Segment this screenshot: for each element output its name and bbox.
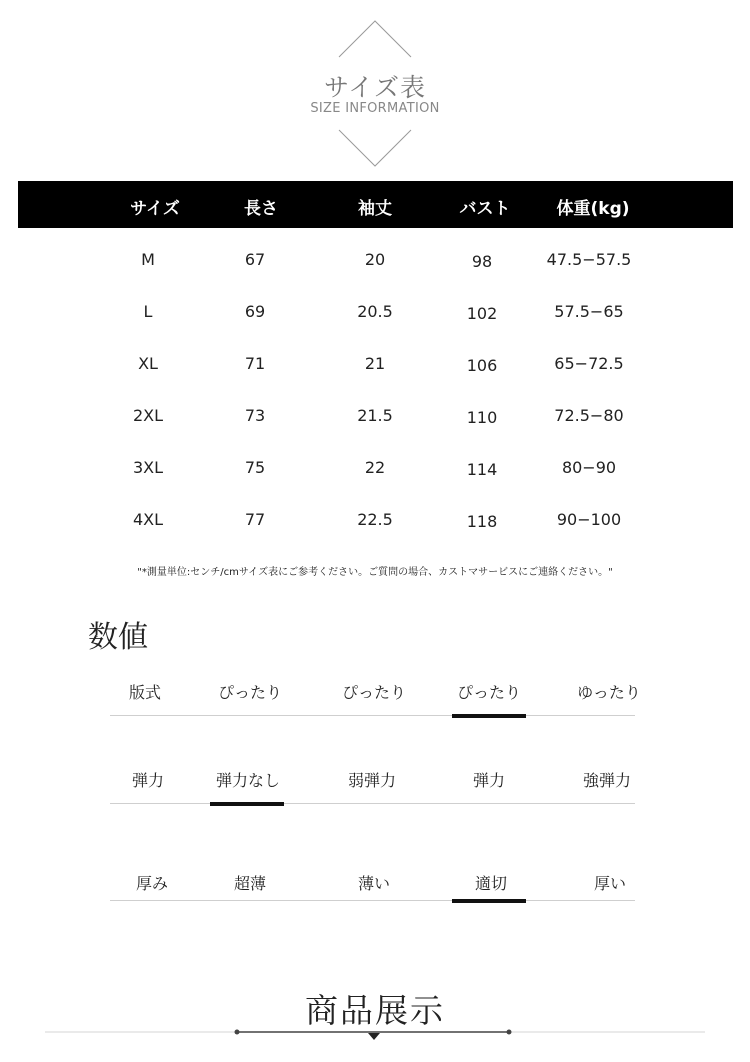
title-underline-ornament [0,1022,750,1046]
column-header-weight: 体重(kg) [556,199,630,219]
spec-option: ゆったり [577,683,641,702]
cell-sleeve: 22 [364,458,386,477]
cell-length: 69 [244,302,266,321]
spec-row-thickness [110,861,635,901]
cell-bust: 118 [466,512,498,531]
table-row [18,302,733,354]
cell-length: 71 [244,354,266,373]
spec-option: 強弾力 [582,771,632,790]
cell-weight: 90−100 [556,510,622,529]
spec-option: 弾力 [472,771,506,790]
cell-bust: 106 [466,356,498,375]
cell-sleeve: 21.5 [357,406,393,425]
table-row [18,510,733,562]
cell-size: XL [138,354,158,373]
cell-size: L [143,302,153,321]
cell-bust: 102 [466,304,498,323]
cell-weight: 57.5−65 [554,302,624,321]
cell-size: 4XL [132,510,164,529]
cell-weight: 47.5−57.5 [546,250,632,269]
spec-option-selected: 適切 [474,874,508,893]
cell-length: 73 [244,406,266,425]
cell-weight: 80−90 [561,458,617,477]
spec-option-selected: 弾力なし [215,771,281,790]
column-header-size: サイズ [130,199,180,219]
table-row [18,406,733,458]
spec-option: 超薄 [233,874,267,893]
cell-length: 67 [244,250,266,269]
spec-section-title: 数値 [88,620,148,655]
table-row [18,250,733,302]
selected-indicator [452,714,526,718]
cell-bust: 114 [466,460,498,479]
cell-size: 2XL [132,406,164,425]
cell-bust: 98 [471,252,493,271]
product-display-title: 商品展示 [305,991,445,1030]
spec-row-divider [110,803,635,804]
cell-length: 75 [244,458,266,477]
table-row [18,354,733,406]
size-header-ornament [0,0,750,175]
cell-size: 3XL [132,458,164,477]
spec-option: 薄い [357,874,391,893]
spec-option-selected: ぴったり [456,683,522,702]
cell-sleeve: 20.5 [357,302,393,321]
spec-row-fit [110,676,641,716]
selected-indicator [452,899,526,903]
spec-row-divider [110,900,635,901]
spec-row-divider [110,715,635,716]
column-header-length: 長さ [244,199,278,219]
size-table [18,181,733,531]
spec-label: 厚み [135,874,169,893]
spec-label: 弾力 [131,771,165,790]
spec-option: ぴったり [217,683,283,702]
selected-indicator [210,802,284,806]
size-chart-subtitle: SIZE INFORMATION [310,101,440,116]
size-chart-title: サイズ表 [323,73,426,102]
cell-length: 77 [244,510,266,529]
cell-size: M [141,250,155,269]
measurement-note: "*測量単位:センチ/cmサイズ表にご参考ください。ご質問の場合、カストマサービスにご連絡ください。" [137,567,613,578]
divider-arrow-icon [0,1022,750,1046]
cell-sleeve: 20 [364,250,386,269]
spec-option: 弱弾力 [347,771,397,790]
column-header-bust: バスト [459,199,511,219]
cell-weight: 65−72.5 [554,354,624,373]
column-header-sleeve: 袖丈 [358,199,392,219]
spec-option: 厚い [593,874,627,893]
cell-sleeve: 22.5 [357,510,393,529]
cell-bust: 110 [466,408,498,427]
spec-option: ぴったり [341,683,407,702]
cell-weight: 72.5−80 [554,406,624,425]
spec-label: 版式 [128,683,162,702]
size-table-header [18,181,733,228]
spec-row-elasticity [110,764,635,804]
cell-sleeve: 21 [364,354,386,373]
table-row [18,458,733,510]
